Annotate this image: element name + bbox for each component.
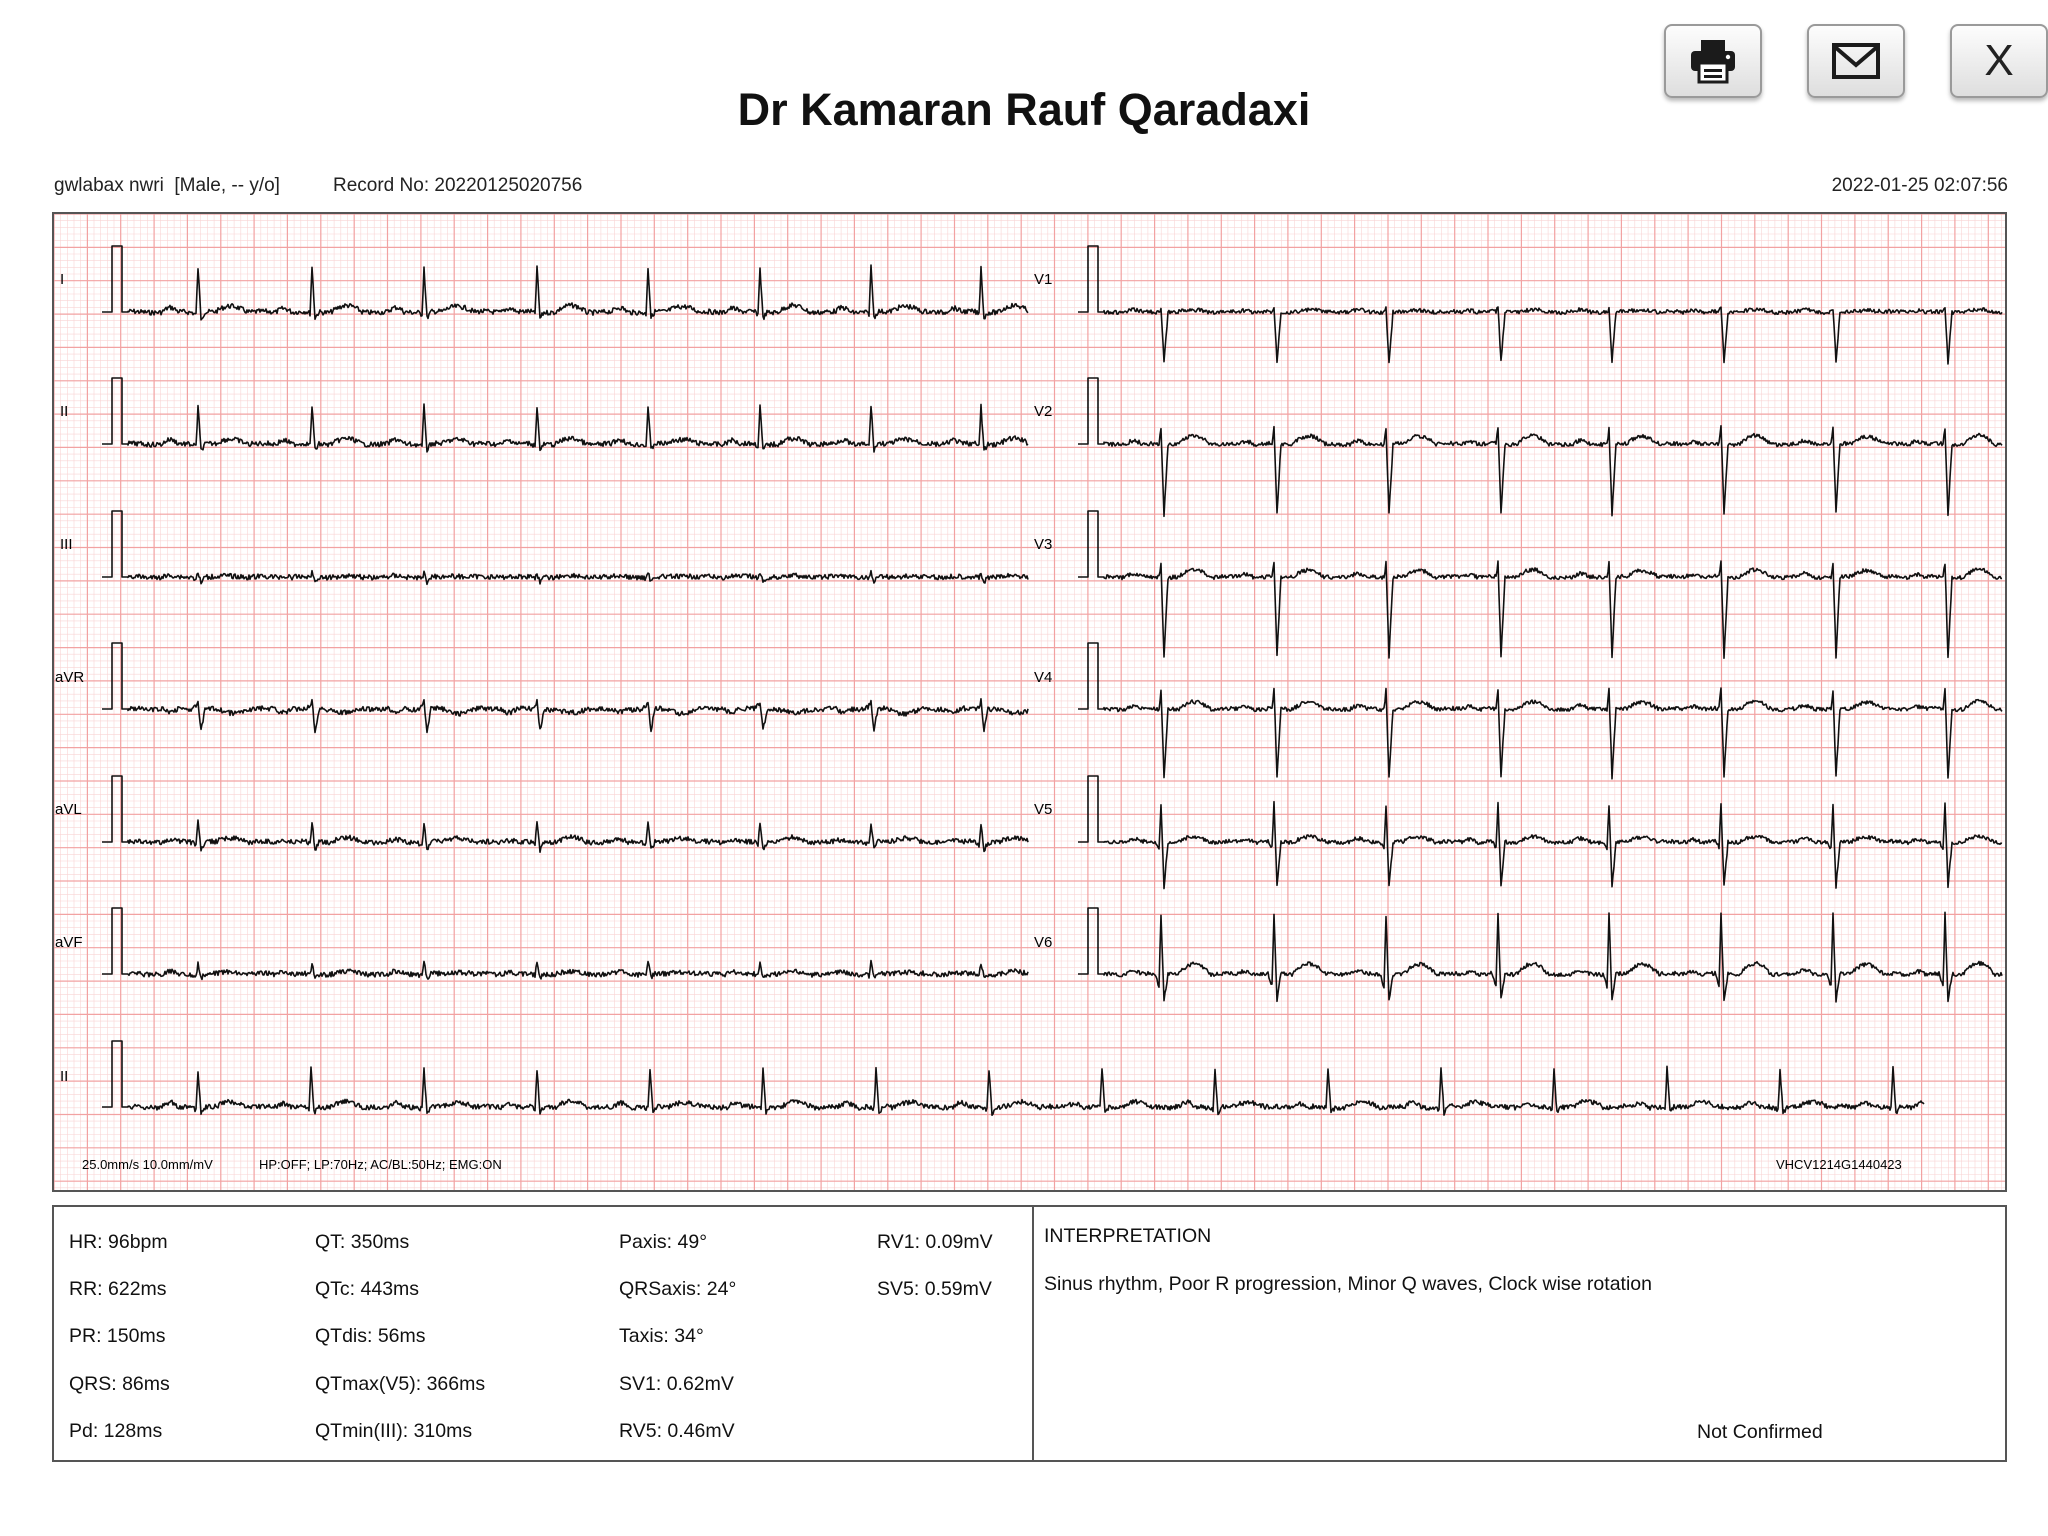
ecg-trace-V3: [1078, 511, 2002, 658]
record-number: Record No: 20220125020756: [333, 175, 583, 196]
measurement-qtmax: QTmax(V5): 366ms: [315, 1373, 486, 1395]
interpretation-title: INTERPRETATION: [1044, 1225, 1212, 1247]
lead-label-V4: V4: [1034, 669, 1053, 686]
lead-label-aVF: aVF: [55, 934, 83, 951]
measurement-qtmin: QTmin(III): 310ms: [315, 1420, 473, 1442]
lead-label-aVL: aVL: [55, 801, 82, 818]
patient-name-info: gwlabax nwri [Male, -- y/o]: [54, 175, 280, 196]
lead-label-rhythm: II: [60, 1068, 69, 1085]
measurement-paxis: Paxis: 49°: [619, 1231, 708, 1253]
lead-label-III: III: [60, 536, 73, 553]
ecg-trace-V5: [1078, 776, 2002, 889]
measurement-qtc: QTc: 443ms: [315, 1278, 420, 1300]
print-button[interactable]: [1664, 24, 1762, 98]
measurement-taxis: Taxis: 34°: [619, 1325, 704, 1347]
ecg-trace-V4: [1078, 643, 2002, 779]
ecg-trace-rhythm-II: [102, 1041, 1924, 1115]
filter-settings-label: HP:OFF; LP:70Hz; AC/BL:50Hz; EMG:ON: [259, 1157, 502, 1172]
measurement-rv5: RV5: 0.46mV: [619, 1420, 735, 1442]
measurement-rr: RR: 622ms: [69, 1278, 167, 1300]
record-datetime: 2022-01-25 02:07:56: [1831, 175, 2008, 196]
measurement-hr: HR: 96bpm: [69, 1231, 168, 1253]
measurement-qrsaxis: QRSaxis: 24°: [619, 1278, 737, 1300]
measurement-pr: PR: 150ms: [69, 1325, 166, 1347]
envelope-icon: [1831, 42, 1881, 80]
measurement-sv1: SV1: 0.62mV: [619, 1373, 734, 1395]
lead-label-V6: V6: [1034, 934, 1053, 951]
ecg-trace-V1: [1078, 246, 2002, 364]
lead-label-aVR: aVR: [55, 669, 85, 686]
lead-label-V5: V5: [1034, 801, 1053, 818]
lead-label-V3: V3: [1034, 536, 1053, 553]
close-icon: X: [1984, 36, 2014, 85]
printer-icon: [1688, 38, 1738, 84]
interpretation-text: Sinus rhythm, Poor R progression, Minor Q waves, Clock wise rotation: [1044, 1273, 1652, 1295]
email-button[interactable]: [1807, 24, 1905, 98]
measurement-qtdis: QTdis: 56ms: [315, 1325, 426, 1347]
measurement-pd: Pd: 128ms: [69, 1420, 163, 1442]
ecg-strip-panel: [52, 212, 2007, 1192]
measurements-panel: [52, 1205, 2007, 1462]
lead-label-I: I: [60, 271, 65, 288]
ecg-grid-minor: [54, 214, 2005, 1190]
device-id-label: VHCV1214G1440423: [1776, 1157, 1902, 1172]
close-button[interactable]: [1950, 24, 2048, 98]
lead-label-II: II: [60, 403, 69, 420]
lead-label-V1: V1: [1034, 271, 1053, 288]
measurement-qrs: QRS: 86ms: [69, 1373, 170, 1395]
measurement-qt: QT: 350ms: [315, 1231, 410, 1253]
ecg-grid: [54, 214, 2005, 1190]
lead-label-V2: V2: [1034, 403, 1053, 420]
speed-gain-label: 25.0mm/s 10.0mm/mV: [82, 1157, 213, 1172]
measurement-rv1: RV1: 0.09mV: [877, 1231, 993, 1253]
measurement-sv5: SV5: 0.59mV: [877, 1278, 992, 1300]
page-title: Dr Kamaran Rauf Qaradaxi: [737, 84, 1311, 135]
panel-divider: [1032, 1207, 1034, 1460]
confirmation-status: Not Confirmed: [1697, 1421, 1823, 1443]
